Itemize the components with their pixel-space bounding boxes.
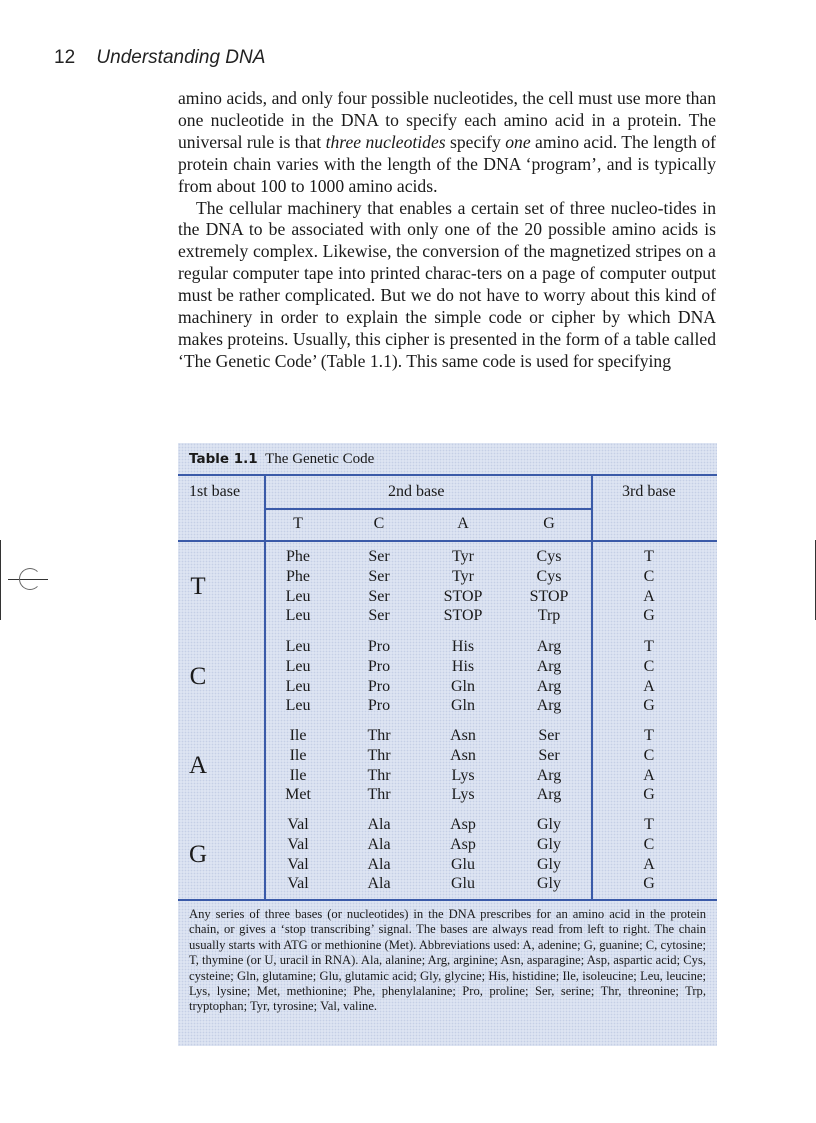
codon-cell: Arg [536, 638, 562, 655]
codon-cell: Ser [538, 727, 560, 744]
table-caption [189, 451, 374, 468]
codon-cell: Pro [367, 638, 391, 655]
second-base-g: G [543, 515, 555, 532]
codon-cell: Leu [285, 607, 311, 625]
codon-cell: Lys [451, 766, 475, 784]
codon-cell: Leu [285, 587, 311, 605]
codon-cell: Asn [450, 727, 476, 744]
codon-cell: Ala [367, 816, 391, 833]
codon-cell: Gln [451, 697, 475, 715]
table-label: Table 1.1 [189, 451, 258, 467]
codon-cell: Ala [367, 855, 391, 873]
third-base-cell: C [643, 835, 655, 853]
codon-cell: Gly [537, 835, 561, 853]
header-first-base: 1st base [189, 483, 241, 500]
codon-cell: Ala [367, 835, 391, 853]
body-paragraph-2: The cellular machinery that enables a certain set of three nucleo-tides in the DNA to be associated with only one of the 20 possible amino acids is extremely complex. Likewise, the conversion of the magnetized stripes on a regular computer tape into printed charac-ters on a page of computer output must be rather complicated. But we do not have to worry about this kind of machinery in order to explain the simple code or cipher by which DNA makes proteins. Usually, this cipher is presented in the form of a table called ‘The Genetic Code’ (Table 1.1). This same code is used for specifying [178, 197, 716, 371]
codon-cell: His [451, 638, 475, 655]
codon-cell: Tyr [452, 548, 474, 565]
table-footnote: Any series of three bases (or nucleotides) in the DNA prescribes for an amino acid in the protein chain, or gives a ‘stop transcribing’ signal. The bases are always read from left to right. The chain usually starts with ATG or methionine (Met). Abbreviations used: A, adenine; G, guanine; C, cytosine; T, thymine (or U, uracil in RNA). Ala, alanine; Arg, arginine; Asn, asparagine; Asp, aspartic acid; Cys, cysteine; Gln, glutamine; Glu, glutamic acid; Gly, glycine; His, histidine; Ile, isoleucine; Leu, leucine; Lys, lysine; Met, methionine; Phe, phenylalanine; Pro, proline; Ser, serine; Thr, threonine; Trp, tryptophan; Tyr, tyrosine; Val, valine. [189, 907, 706, 1014]
codon-cell: Arg [536, 697, 562, 715]
body-paragraph-1 [178, 88, 716, 198]
codon-cell: Arg [536, 766, 562, 784]
first-base-c: C [189, 663, 207, 690]
codon-cell: Met [285, 786, 311, 804]
codon-cell: Pro [367, 697, 391, 715]
page-number: 12 [54, 47, 76, 68]
running-title: Understanding DNA [96, 47, 266, 68]
genetic-code-table [178, 443, 717, 1046]
table-rule-bottom [178, 899, 717, 901]
codon-cell: Val [287, 855, 309, 873]
third-base-cell: A [643, 587, 655, 605]
codon-cell: Asp [450, 816, 476, 833]
codon-cell: Arg [536, 677, 562, 695]
codon-cell: Leu [285, 657, 311, 675]
codon-cell: Glu [451, 855, 475, 873]
codon-cell: Thr [367, 727, 391, 744]
codon-cell: STOP [529, 587, 569, 605]
third-base-cell: A [643, 766, 655, 784]
codon-cell: Ile [289, 727, 307, 744]
table-rule-header-bottom [178, 540, 717, 542]
codon-cell: Ser [368, 567, 390, 585]
codon-cell: Cys [536, 567, 562, 585]
third-base-cell: C [643, 746, 655, 764]
second-base-a: A [457, 515, 469, 532]
codon-cell: Gly [537, 855, 561, 873]
first-base-t: T [190, 573, 206, 600]
codon-cell: Gly [537, 875, 561, 893]
second-base-c: C [373, 515, 385, 532]
body-text [178, 88, 716, 373]
codon-cell: Val [287, 816, 309, 833]
third-base-cell: G [643, 607, 655, 625]
table-rule-top [178, 474, 717, 476]
third-base-cell: T [644, 816, 654, 833]
codon-cell: Pro [367, 677, 391, 695]
codon-cell: Trp [537, 607, 561, 625]
third-base-cell: C [643, 657, 655, 675]
codon-cell: Arg [536, 657, 562, 675]
running-head [54, 47, 265, 69]
codon-cell: Leu [285, 638, 311, 655]
codon-cell: Ser [538, 746, 560, 764]
codon-cell: Thr [367, 766, 391, 784]
second-base-header-rule [264, 508, 591, 510]
codon-cell: STOP [443, 587, 483, 605]
codon-cell: Arg [536, 786, 562, 804]
codon-cell: Val [287, 875, 309, 893]
third-base-cell: T [644, 727, 654, 744]
codon-cell: Ile [289, 746, 307, 764]
codon-cell: Tyr [452, 567, 474, 585]
codon-cell: Pro [367, 657, 391, 675]
codon-cell: Lys [451, 786, 475, 804]
body-text-run: specify [445, 131, 506, 152]
body-emphasis: three nucleotides [325, 131, 446, 152]
third-base-cell: G [643, 875, 655, 893]
second-base-t: T [293, 515, 303, 532]
third-base-cell: T [644, 638, 654, 655]
codon-cell: Asn [450, 746, 476, 764]
codon-cell: Thr [367, 786, 391, 804]
codon-cell: Ser [368, 587, 390, 605]
body-emphasis: one [505, 131, 531, 152]
third-base-cell: C [643, 567, 655, 585]
column-rule-left [264, 474, 266, 900]
first-base-a: A [188, 752, 208, 779]
codon-cell: Phe [286, 548, 310, 565]
third-base-cell: G [643, 697, 655, 715]
codon-cell: Phe [286, 567, 310, 585]
codon-cell: Leu [285, 677, 311, 695]
codon-cell: Asp [450, 835, 476, 853]
codon-cell: Glu [451, 875, 475, 893]
codon-cell: Val [287, 835, 309, 853]
codon-cell: STOP [443, 607, 483, 625]
codon-cell: Gln [451, 677, 475, 695]
codon-cell: Ser [368, 548, 390, 565]
third-base-cell: T [644, 548, 654, 565]
header-second-base: 2nd base [388, 483, 445, 500]
codon-cell: Thr [367, 746, 391, 764]
table-title: The Genetic Code [265, 451, 375, 467]
codon-cell: Ile [289, 766, 307, 784]
codon-cell: Cys [536, 548, 562, 565]
body-text-run: amino acids, and only four possible nucleotides, the cell must use more than one nucleotide in the DNA to specify each amino acid in a protein. The universal rule is that [178, 88, 716, 152]
codon-cell: Leu [285, 697, 311, 715]
column-rule-right [591, 474, 593, 900]
third-base-cell: A [643, 677, 655, 695]
codon-cell: Ser [368, 607, 390, 625]
codon-cell: Gly [537, 816, 561, 833]
codon-cell: His [451, 657, 475, 675]
first-base-g: G [188, 841, 208, 868]
third-base-cell: A [643, 855, 655, 873]
registration-mark-icon [19, 568, 41, 590]
third-base-cell: G [643, 786, 655, 804]
crop-mark-left-vertical [0, 540, 1, 620]
header-third-base: 3rd base [622, 483, 676, 500]
body-text-run: amino acid. The length of protein chain varies with the length of the DNA ‘program’, and is typically from about 100 to 1000 amino acids. [178, 131, 716, 196]
codon-cell: Ala [367, 875, 391, 893]
